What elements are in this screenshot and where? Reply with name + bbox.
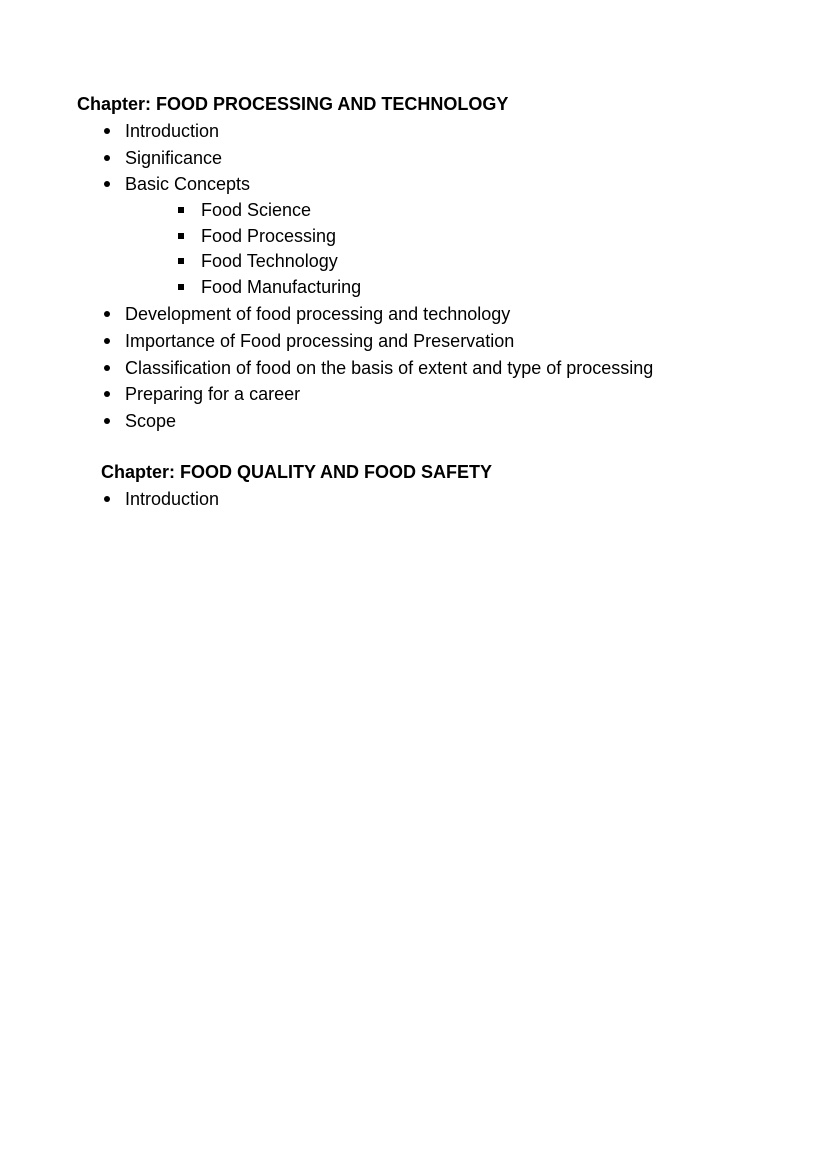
sub-list-item-text: Food Processing bbox=[201, 225, 337, 246]
list-item bbox=[125, 488, 219, 515]
list-item-text: Scope bbox=[125, 411, 177, 432]
sub-topic-list bbox=[201, 199, 361, 302]
sub-list-item bbox=[201, 250, 361, 276]
list-item bbox=[125, 383, 653, 410]
bullet-square-icon bbox=[178, 207, 184, 213]
bullet-dot-icon bbox=[104, 311, 110, 317]
sub-list-item-text: Food Manufacturing bbox=[201, 277, 362, 298]
sub-list-item bbox=[201, 276, 361, 302]
bullet-dot-icon bbox=[104, 338, 110, 344]
topic-list bbox=[125, 120, 250, 200]
sub-list-item bbox=[201, 225, 361, 251]
list-item bbox=[125, 173, 250, 200]
bullet-dot-icon bbox=[104, 496, 110, 502]
bullet-dot-icon bbox=[104, 391, 110, 397]
list-item-text: Classification of food on the basis of extent and type of processing bbox=[125, 357, 654, 378]
list-item-text: Significance bbox=[125, 147, 223, 168]
list-item-text: Introduction bbox=[125, 121, 220, 141]
topic-list bbox=[125, 303, 653, 437]
bullet-dot-icon bbox=[104, 128, 110, 134]
list-item-text: Importance of Food processing and Preservation bbox=[125, 330, 515, 351]
list-item bbox=[125, 357, 653, 384]
list-item bbox=[125, 120, 250, 147]
list-item-text: Preparing for a career bbox=[125, 384, 301, 405]
list-item bbox=[125, 330, 653, 357]
sub-list-item-text: Food Technology bbox=[201, 251, 338, 272]
bullet-dot-icon bbox=[104, 155, 110, 161]
sub-list-item-text: Food Science bbox=[201, 200, 312, 220]
chapter-title: Chapter: FOOD PROCESSING AND TECHNOLOGY bbox=[77, 94, 509, 114]
list-item bbox=[125, 147, 250, 174]
chapter-title: Chapter: FOOD QUALITY AND FOOD SAFETY bbox=[101, 462, 493, 482]
list-item-text: Introduction bbox=[125, 489, 220, 509]
bullet-dot-icon bbox=[104, 418, 110, 424]
sub-list-item bbox=[201, 199, 361, 225]
bullet-dot-icon bbox=[104, 365, 110, 371]
list-item-text: Basic Concepts bbox=[125, 174, 251, 195]
topic-list bbox=[125, 488, 219, 515]
list-item-text: Development of food processing and technology bbox=[125, 304, 511, 324]
bullet-square-icon bbox=[178, 258, 184, 264]
bullet-square-icon bbox=[178, 284, 184, 290]
bullet-square-icon bbox=[178, 233, 184, 239]
list-item bbox=[125, 410, 653, 437]
list-item bbox=[125, 303, 653, 330]
bullet-dot-icon bbox=[104, 181, 110, 187]
